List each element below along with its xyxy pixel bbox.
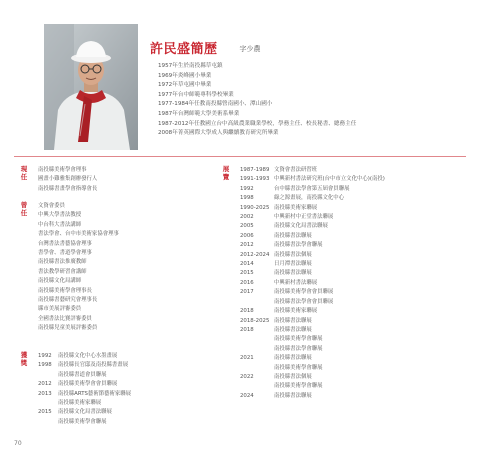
list-item	[240, 166, 385, 175]
list-item: 中台科大書法講師	[38, 221, 82, 228]
list-item	[38, 399, 131, 408]
item-text: 日月潭書法聯展	[274, 261, 312, 268]
item-text: 南投縣書法聯展	[274, 392, 312, 399]
list-item	[38, 408, 131, 417]
former-list	[38, 202, 119, 334]
list-item: 南投縣書藝研究會理事長	[38, 297, 98, 304]
portrait-photo	[44, 24, 138, 150]
bio-line: 1977年台中師範專科學校畢業	[158, 91, 234, 98]
item-text: 南投縣美術家聯展	[58, 400, 102, 407]
list-item	[240, 241, 385, 250]
list-item	[240, 345, 385, 354]
item-year: 2024	[240, 392, 254, 399]
list-item	[240, 185, 385, 194]
bio-line: 1969年炎峰國小畢業	[158, 72, 212, 79]
list-item: 台灣書法書藝協會理事	[38, 240, 92, 247]
list-item	[38, 380, 131, 389]
list-item	[240, 213, 385, 222]
list-item	[240, 335, 385, 344]
item-year: 2005	[240, 223, 254, 230]
page-title: 許民盛簡歷	[150, 42, 218, 57]
list-item	[240, 354, 385, 363]
item-text: 南投縣美術學會會員聯展	[58, 381, 118, 388]
list-item: 南投縣書法推廣教師	[38, 259, 87, 266]
list-item	[38, 361, 131, 370]
item-year: 1998	[240, 195, 254, 202]
section-label-awards: 獲獎	[20, 351, 28, 367]
item-year: 1987-1989	[240, 167, 270, 173]
item-year: 2018	[240, 308, 254, 315]
item-text: 南投縣書法聯展	[274, 355, 312, 362]
item-text: 南投縣書法個展	[274, 251, 312, 258]
exhibit-list	[240, 166, 385, 401]
list-item: 南投縣美術學會理事長	[38, 287, 92, 294]
item-text: 南投縣書法學會聯展	[274, 345, 323, 352]
list-item	[240, 317, 385, 326]
item-text: 南投縣書法學會會員聯展	[274, 298, 334, 305]
item-text: 文資會書法研習班	[274, 167, 318, 173]
list-item: 書法教學研習會講師	[38, 268, 87, 275]
item-year: 2017	[240, 289, 254, 296]
item-year: 2022	[240, 373, 254, 380]
item-year: 2012	[240, 242, 254, 249]
list-item: 南投縣書畫學會指導會長	[38, 185, 98, 192]
item-year: 1992	[38, 353, 52, 359]
list-item	[240, 288, 385, 297]
item-text: 南投縣文化局書法聯展	[274, 223, 328, 230]
item-year: 2002	[240, 214, 254, 221]
item-text: 南投縣文化局書法聯展	[58, 409, 112, 416]
bio-line: 1977-1984年任教南投縣營南國小、潭山國小	[158, 101, 273, 108]
list-item: 南投縣美術學會理事	[38, 167, 87, 173]
list-item	[240, 298, 385, 307]
item-text: 南投縣美術學會聯展	[274, 383, 323, 390]
item-text: 南投縣書法聯展	[274, 326, 312, 333]
item-year: 2016	[240, 279, 254, 286]
item-text: 綠之源畫展，南投縣文化中心	[274, 195, 345, 202]
list-item	[38, 352, 131, 361]
item-text: 南投縣文化中心水墨畫展	[58, 353, 118, 359]
list-item	[38, 371, 131, 380]
list-item	[240, 251, 385, 260]
section-label-current: 現任	[20, 165, 28, 181]
bio-list	[158, 62, 458, 139]
award-list	[38, 352, 131, 427]
item-text: 南投縣書道會員聯展	[58, 371, 107, 378]
item-text: 台中縣書法學會第五屆會員聯展	[274, 185, 350, 192]
item-text: 南投縣書法聯展	[274, 270, 312, 277]
list-item	[240, 269, 385, 278]
item-text: 南投縣長官邸及南投縣書畫展	[58, 362, 129, 369]
list-item	[240, 175, 385, 184]
list-item	[240, 222, 385, 231]
item-year: 2012-2024	[240, 251, 270, 258]
item-year: 2018-2025	[240, 317, 270, 324]
page-number: 70	[14, 440, 22, 447]
item-year: 2015	[38, 409, 52, 416]
item-year: 1990-2025	[240, 204, 270, 211]
item-text: 南投縣美術學會聯展	[58, 418, 107, 425]
item-text: 南投縣書法聯展	[274, 317, 312, 324]
bio-line: 2008年菁英國際大學成人與繼續教育研究所畢業	[158, 130, 279, 137]
item-year: 2021	[240, 355, 254, 362]
item-year: 2018	[240, 326, 254, 333]
item-year: 2012	[38, 381, 52, 388]
list-item: 文資會委員	[38, 203, 65, 209]
list-item	[240, 260, 385, 269]
item-year: 1992	[240, 185, 254, 192]
item-text: 中興新村書法聯展	[274, 279, 318, 286]
section-divider	[14, 156, 466, 157]
item-text: 南投縣美術家聯展	[274, 204, 318, 211]
list-item	[240, 279, 385, 288]
list-item	[240, 382, 385, 391]
list-item: 中興大學書法教授	[38, 212, 82, 219]
list-item	[240, 232, 385, 241]
list-item: 書學會、書道學會理事	[38, 250, 92, 257]
bio-line: 1987-2012年任教國立台中高級農業職業學校，學務主任、校長秘書、總務主任	[158, 120, 357, 127]
list-item: 書法學會、台中市美術家協會理事	[38, 231, 119, 238]
list-item: 南投縣兒童美展評審委員	[38, 325, 98, 332]
item-year: 2014	[240, 261, 254, 268]
list-item: 全國書法比賽評審委員	[38, 315, 92, 322]
section-label-former: 曾任	[20, 201, 28, 217]
list-item	[38, 418, 131, 427]
item-text: 南投縣書法學會聯展	[274, 242, 323, 249]
list-item	[240, 307, 385, 316]
item-year: 2013	[38, 390, 52, 397]
bio-line: 1972年草屯國中畢業	[158, 82, 212, 89]
list-item	[240, 204, 385, 213]
section-label-exhibitions: 展覽	[222, 165, 230, 181]
item-year: 2015	[240, 270, 254, 277]
item-year: 2006	[240, 232, 254, 239]
item-text: 中興新村中正堂書法聯展	[274, 214, 334, 221]
list-item	[240, 194, 385, 203]
item-text: 南投縣美術學會聯展	[274, 336, 323, 343]
list-item	[240, 373, 385, 382]
bio-line: 1957年生於南投縣草屯鎮	[158, 63, 223, 69]
item-year: 1991-1993	[240, 176, 270, 183]
list-item: 國畫小雞雅集創辦發行人	[38, 176, 98, 183]
list-item: 縣市美展評審委員	[38, 306, 82, 313]
list-item	[240, 392, 385, 401]
list-item	[38, 390, 131, 399]
author-name: 字少農	[239, 45, 261, 53]
item-text: 南投縣美術學會聯展	[274, 364, 323, 371]
item-text: 南投縣美術學會會員聯展	[274, 289, 334, 296]
item-text: 南投縣美術家聯展	[274, 308, 318, 315]
item-text: 南投縣書法聯展	[274, 232, 312, 239]
item-text: 南投縣書法個展	[274, 373, 312, 380]
title-row	[150, 38, 261, 57]
bio-line: 1987年台灣師範大學美術系畢業	[158, 110, 240, 117]
current-list	[38, 166, 97, 194]
item-year: 1998	[38, 362, 52, 369]
list-item	[240, 326, 385, 335]
list-item: 南投縣文化局講師	[38, 278, 82, 285]
list-item	[240, 364, 385, 373]
item-text: 南投縣ARTS藝術節藝術家聯展	[58, 390, 132, 397]
item-text: 中興新村書法研究班(台中市立文化中心)(南投)	[274, 176, 385, 183]
